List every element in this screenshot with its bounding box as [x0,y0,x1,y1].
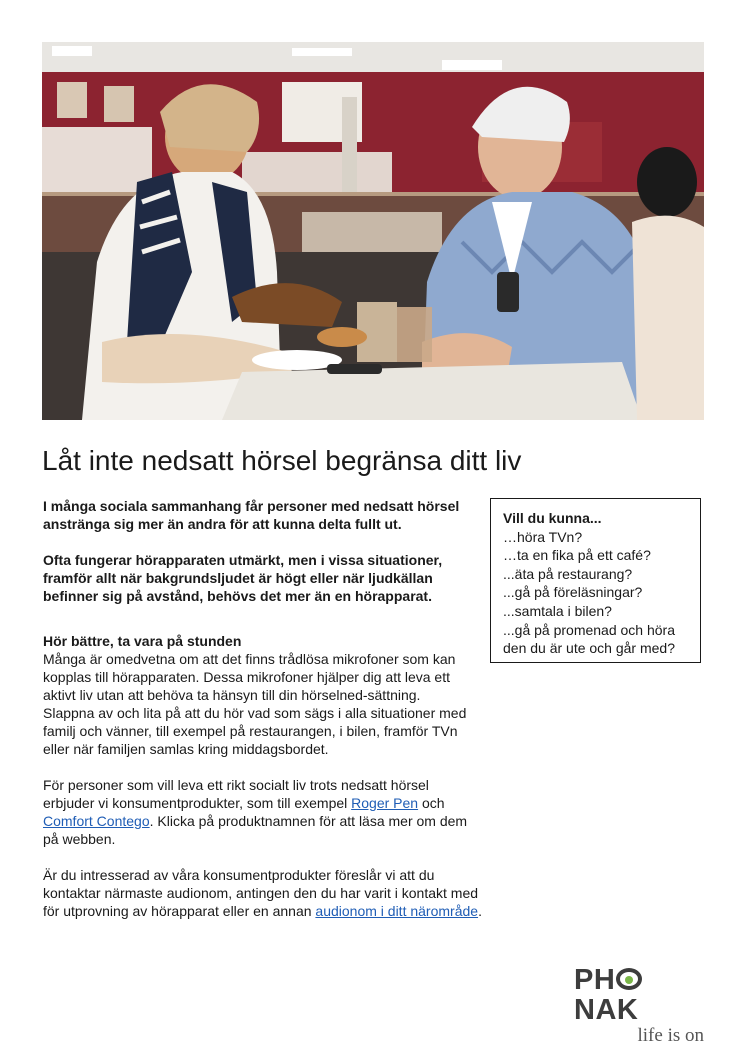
logo-text-end: NAK [574,994,639,1026]
logo-tagline: life is on [637,1025,704,1046]
section-subheading: Hör bättre, ta vara på stunden [43,633,242,649]
section-paragraph-2: Slappna av och lita på att du hör vad som sägs i alla situationer med familj och vänner, till exempel på restaurangen, i bilen, framför TVn eller när familjen samlas kring middagsbordet. [43,705,467,757]
logo-wordmark [574,965,706,1025]
question-item: ...gå på promenad och höra den du är ute och går med? [503,621,676,657]
paragraph-text: Är du intresserad av våra konsumentprodukter föreslår vi att du kontaktar närmaste audionom, antingen den du har varit i kontakt med för utprovning av hörapparat eller en annan [43,867,479,919]
question-item: ...äta på restaurang? [503,565,633,582]
question-box [490,498,701,663]
paragraph-text: . Klicka på produktnamnen för att läsa mer om dem på webben. [43,813,468,847]
logo-o-icon [616,968,642,990]
section-paragraph-1: Många är omedvetna om att det finns trådlösa mikrofoner som kan kopplas till hörapparaten. Dessa mikrofoner hjälper dig att leva ett aktivt liv utan att behöva ta hänsyn till din hörselned-sättning. [43,651,456,703]
phonak-logo [574,965,706,1047]
question-list [503,528,688,658]
section-paragraph-3 [43,776,483,848]
paragraph-text: och [418,795,445,811]
question-item: …höra TVn? [503,528,583,545]
logo-text-start: PH [574,964,616,996]
question-item: …ta en fika på ett café? [503,547,651,564]
paragraph-text: . [478,903,482,919]
section-paragraph-4 [43,866,483,920]
question-item: ...gå på föreläsningar? [503,584,643,601]
hero-photo [42,42,704,420]
question-box-title: Vill du kunna... [503,510,602,526]
intro-paragraph-2: Ofta fungerar hörapparaten utmärkt, men i vissa situationer, framför allt när bakgrundsljudet är högt eller när ljudkällan befinner sig på avstånd, behövs det mer än en hörapparat. [43,552,443,604]
question-item: ...samtala i bilen? [503,602,612,619]
paragraph-text: För personer som vill leva ett rikt socialt liv trots nedsatt hörsel erbjuder vi konsumentprodukter, som till exempel [43,777,429,811]
page-title: Låt inte nedsatt hörsel begränsa ditt liv [42,445,522,476]
roger-pen-link[interactable]: Roger Pen [351,795,419,811]
intro-paragraph-1: I många sociala sammanhang får personer med nedsatt hörsel anstränga sig mer än andra för att kunna delta fullt ut. [43,498,460,532]
logo-green-dot [625,976,633,984]
comfort-contego-link[interactable]: Comfort Contego [43,813,150,829]
audionom-link[interactable]: audionom i ditt närområde [315,903,479,919]
cafe-scene-image [42,42,704,420]
main-content [43,497,483,920]
